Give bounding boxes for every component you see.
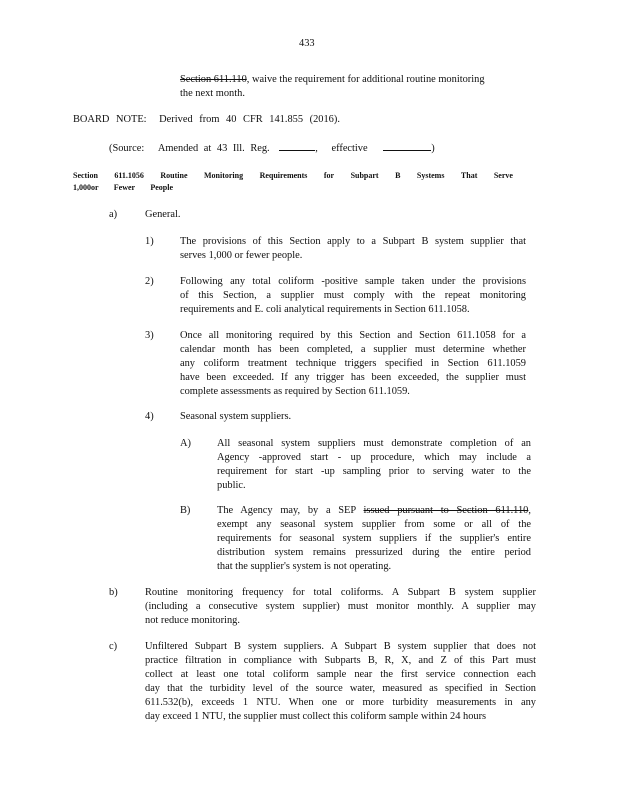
heading-word: for <box>323 171 335 180</box>
heading-word: 611.1056 <box>114 171 144 180</box>
intro-line-1 <box>180 73 528 87</box>
source-effective: effective <box>331 143 368 154</box>
text-line: day exceed 1 NTU, the supplier must collect this coliform sample within 24 hours <box>145 711 487 722</box>
text-line: requirements and E. coli analytical requirements in Section 611.1058. <box>180 304 470 315</box>
item-2-text <box>180 275 526 317</box>
source-note: (Source: Amended at 43 Ill. Reg. , effective ) <box>109 140 435 156</box>
text-line: have been exceeded. If any trigger has been exceeded, the supplier must <box>180 372 526 383</box>
heading-word: Subpart <box>350 171 379 180</box>
text-line: that the supplier's system is not operating. <box>217 561 392 572</box>
text-line: calendar month has been completed, a supplier must determine whether <box>180 344 526 355</box>
heading-word: Routine <box>160 171 188 180</box>
sub-a-text <box>217 437 531 493</box>
heading-word: Section <box>73 171 98 180</box>
struck-text: issued pursuant to Section 611.110 <box>363 505 529 516</box>
subsection-a-title: General. <box>145 209 181 220</box>
subsection-a-label: a) <box>109 209 118 220</box>
item-2-label: 2) <box>145 276 154 287</box>
page-number: 433 <box>299 38 315 49</box>
text-line: (including a consecutive system supplier) must monitor monthly. A supplier may <box>145 601 536 612</box>
board-note <box>73 113 340 127</box>
item-4-label: 4) <box>145 411 154 422</box>
register-blank <box>279 140 315 151</box>
board-note-label: BOARD NOTE: <box>73 114 147 125</box>
item-1-label: 1) <box>145 236 154 247</box>
subsection-b-text <box>145 586 536 628</box>
text-line: Agency -approved start - up procedure, which may include a <box>217 452 531 463</box>
heading-word: Fewer <box>113 183 136 192</box>
item-4-title: Seasonal system suppliers. <box>180 411 292 422</box>
text-line: Unfiltered Subpart B system suppliers. A Subpart B system supplier that does not <box>145 641 536 652</box>
heading-word: B <box>395 171 401 180</box>
text-line <box>217 504 531 518</box>
text-line: The provisions of this Section apply to a Subpart B system supplier that <box>180 236 526 247</box>
heading-word: Monitoring <box>203 171 244 180</box>
text-line: serves 1,000 or fewer people. <box>180 250 303 261</box>
text-line: not reduce monitoring. <box>145 615 240 626</box>
text-line: requirements for seasonal system suppliers if the supplier's entire <box>217 533 531 544</box>
text-line: of this Section, a supplier must comply with the repeat monitoring <box>180 290 526 301</box>
effective-date-blank <box>383 140 431 151</box>
sub-a-label: A) <box>180 438 191 449</box>
text-line: public. <box>217 480 246 491</box>
text-line: practice filtration in compliance with Subparts B, R, X, and Z of this Part must <box>145 655 536 666</box>
heading-word: Requirements <box>259 171 308 180</box>
item-3-text <box>180 329 526 399</box>
text-line: exempt any seasonal system supplier from some or all of the <box>217 519 531 530</box>
text-line: 611.532(b), exceeds 1 NTU. When one or more turbidity measurements in any <box>145 697 536 708</box>
text-line: Following any total coliform -positive sample taken under the provisions <box>180 276 526 287</box>
intro-line-2: the next month. <box>180 88 245 99</box>
text-line: day that the turbidity level of the source water, measured as specified in Section <box>145 683 536 694</box>
text-line: any coliform treatment technique triggers specified in Section 611.1059 <box>180 358 526 369</box>
source-prefix: (Source: <box>109 143 145 154</box>
board-note-text: Derived from 40 CFR 141.855 (2016). <box>159 114 340 125</box>
text-line: requirement for start -up sampling prior to serving water to the <box>217 466 531 477</box>
sub-b-label: B) <box>180 505 191 516</box>
source-middle: Amended at 43 Ill. Reg. <box>157 143 270 154</box>
subsection-c-text <box>145 640 536 724</box>
text-line: All seasonal system suppliers must demonstrate completion of an <box>217 438 531 449</box>
subsection-c-label: c) <box>109 641 118 652</box>
heading-word: People <box>150 183 173 192</box>
text-segment: The Agency may, by a SEP <box>217 505 364 516</box>
text-line: collect at least one total coliform sample near the first service connection each <box>145 669 536 680</box>
struck-text: Section 611.110 <box>180 74 247 85</box>
sub-b-text <box>217 504 531 574</box>
source-close: ) <box>431 143 435 154</box>
text-segment: , <box>528 505 531 516</box>
item-1-text <box>180 235 526 263</box>
section-heading-line-1 <box>73 170 513 182</box>
heading-word: 1,000or <box>73 183 99 192</box>
subsection-b-label: b) <box>109 587 118 598</box>
item-3-label: 3) <box>145 330 154 341</box>
heading-word: Serve <box>493 171 513 180</box>
text-line: Once all monitoring required by this Section and Section 611.1058 for a <box>180 330 526 341</box>
heading-word: That <box>460 171 478 180</box>
section-heading-line-2 <box>73 182 173 194</box>
intro-text: , waive the requirement for additional routine monitoring <box>246 74 485 85</box>
heading-word: Systems <box>416 171 445 180</box>
text-line: complete assessments as required by Section 611.1059. <box>180 386 410 397</box>
text-line: distribution system remains pressurized during the entire period <box>217 547 531 558</box>
text-line: Routine monitoring frequency for total coliforms. A Subpart B system supplier <box>145 587 536 598</box>
